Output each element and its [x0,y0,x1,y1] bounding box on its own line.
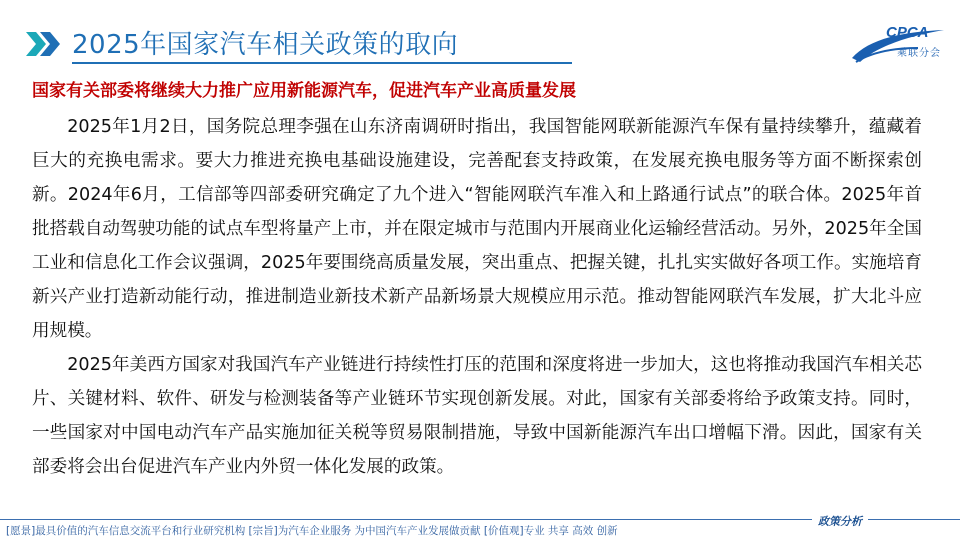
paragraph: 2025年美西方国家对我国汽车产业链进行持续性打压的范围和深度将进一步加大，这也将推动我国汽车相关芯片、关键材料、软件、研发与检测装备等产业链环节实现创新发展。对此，国家有关部委将给予政策支持。同时，一些国家对中国电动汽车产品实施加征关税等贸易限制措施，导致中国新能源汽车出口增幅下滑。因此，国家有关部委将会出台促进汽车产业内外贸一体化发展的政策。 [32,355,922,477]
body-text [32,110,922,484]
footer-section-label: 政策分析 [812,513,868,529]
logo-cn-text: 乘联分会 [897,48,941,59]
logo-text: CPCA [886,24,929,41]
section-subheading: 国家有关部委将继续大力推广应用新能源汽车，促进汽车产业高质量发展 [32,81,576,101]
footer-mission: [愿景]最具价值的汽车信息交流平台和行业研究机构 [宗旨]为汽车企业服务 为中国汽车产业发展做贡献 [价值观]专业 共享 高效 创新 [6,525,618,537]
chevron-right-icon [24,30,64,58]
page-title: 2025年国家汽车相关政策的取向 [72,30,459,60]
paragraph: 2025年1月2日，国务院总理李强在山东济南调研时指出，我国智能网联新能源汽车保有量持续攀升，蕴藏着巨大的充换电需求。要大力推进充换电基础设施建设，完善配套支持政策，在发展充换电服务等方面不断探索创新。2024年6月，工信部等四部委研究确定了九个进入“智能网联汽车准入和上路通行试点”的联合体。2025年首批搭载自动驾驶功能的试点车型将量产上市，并在限定城市与范围内开展商业化运输经营活动。另外，2025年全国工业和信息化工作会议强调，2025年要围绕高质量发展，突出重点、把握关键，扎扎实实做好各项工作。实施培育新兴产业打造新动能行动，推进制造业新技术新产品新场景大规模应用示范。推动智能网联汽车发展，扩大北斗应用规模。 [32,117,922,341]
title-underline [72,62,572,64]
